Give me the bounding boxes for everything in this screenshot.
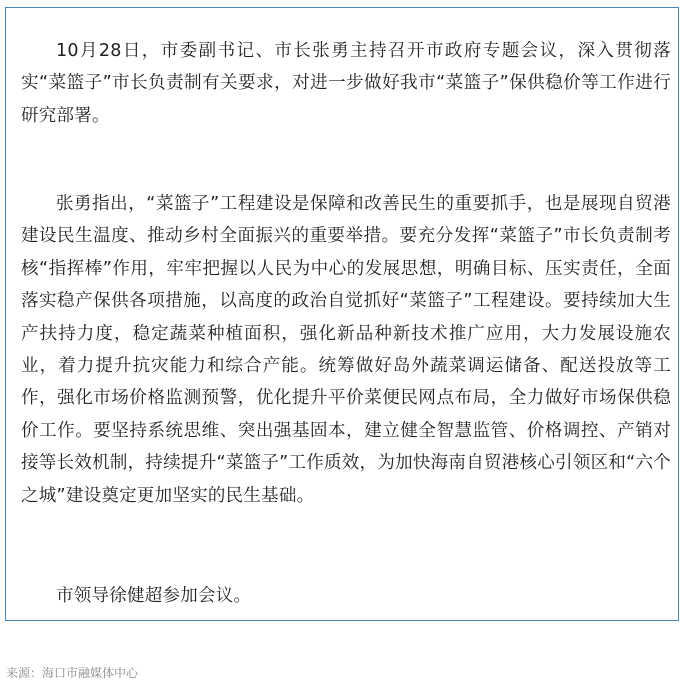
source-credit: 来源：海口市融媒体中心 [6,666,139,680]
article-paragraph-3: 市领导徐健超参加会议。 [56,586,252,606]
article-box [5,7,679,621]
article-paragraph-1: 10月28日，市委副书记、市长张勇主持召开市政府专题会议，深入贯彻落实“菜篮子”市长负责制有关要求，对进一步做好我市“菜篮子”保供稳价等工作进行研究部署。 [21,41,671,126]
article-paragraph-2: 张勇指出，“菜篮子”工程建设是保障和改善民生的重要抓手，也是展现自贸港建设民生温度、推动乡村全面振兴的重要举措。要充分发挥“菜篮子”市长负责制考核“指挥棒”作用，牢牢把握以人民为中心的发展思想，明确目标、压实责任，全面落实稳产保供各项措施，以高度的政治自觉抓好“菜篮子”工程建设。要持续加大生产扶持力度，稳定蔬菜种植面积，强化新品种新技术推广应用，大力发展设施农业，着力提升抗灾能力和综合产能。统筹做好岛外蔬菜调运储备、配送投放等工作，强化市场价格监测预警，优化提升平价菜便民网点布局，全力做好市场保供稳价工作。要坚持系统思维、突出强基固本，建立健全智慧监管、价格调控、产销对接等长效机制，持续提升“菜篮子”工作质效，为加快海南自贸港核心引领区和“六个之城”建设奠定更加坚实的民生基础。 [21,194,671,506]
